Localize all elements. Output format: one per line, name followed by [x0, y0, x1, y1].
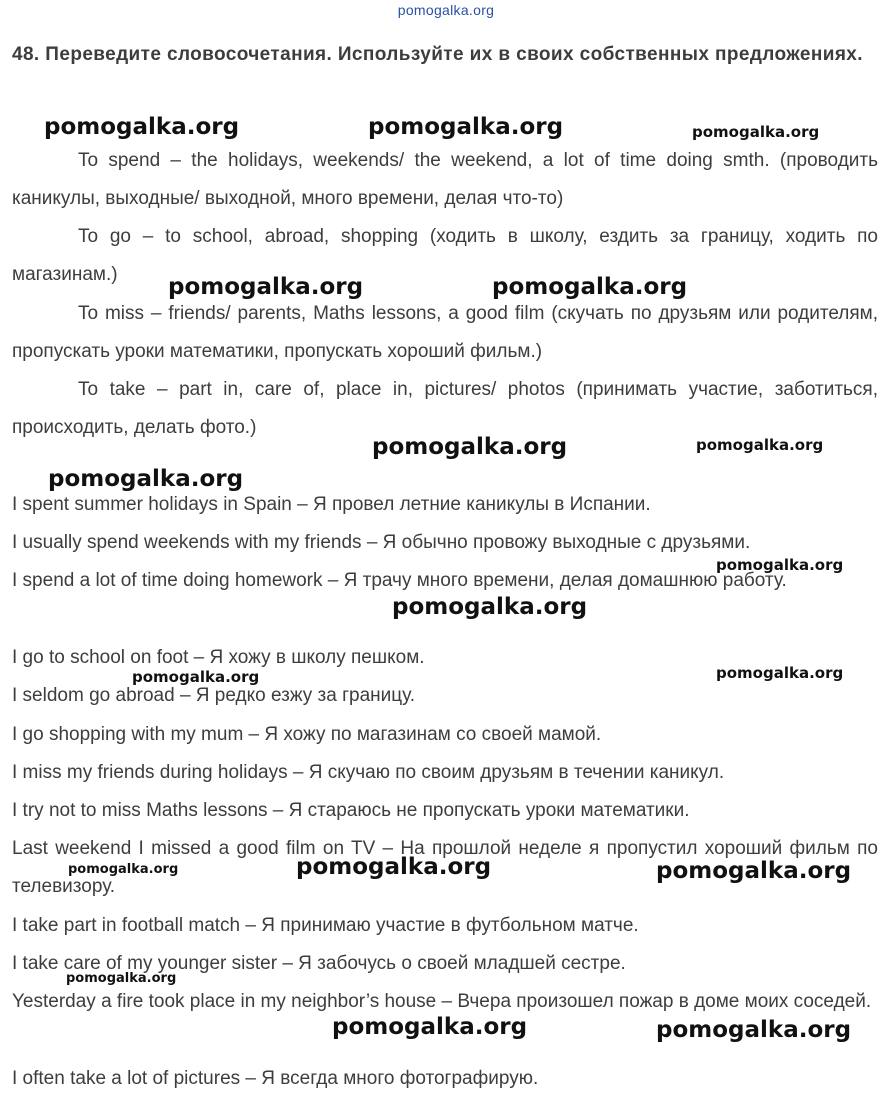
watermark: pomogalka.org [716, 556, 844, 574]
watermark: pomogalka.org [44, 114, 240, 140]
site-top-watermark: pomogalka.org [397, 2, 495, 18]
watermark: pomogalka.org [332, 1014, 528, 1040]
watermark: pomogalka.org [392, 594, 588, 620]
watermark: pomogalka.org [372, 434, 568, 460]
sentence-8: I try not to miss Maths lessons – Я стараюсь не пропускать уроки математики. [12, 800, 690, 821]
sentence-12: Yesterday a fire took place in my neighbor’s house – Вчера произошел пожар в доме моих соседей. [12, 991, 872, 1012]
watermark: pomogalka.org [368, 114, 564, 140]
watermark: pomogalka.org [168, 274, 364, 300]
watermark: pomogalka.org [656, 1017, 852, 1043]
sentence-11: I take care of my younger sister – Я забочусь о своей младшей сестре. [12, 953, 626, 974]
phrase-paragraph-spend: To spend – the holidays, weekends/ the weekend, a lot of time doing smth. (проводить каникулы, выходные/ выходной, много времени, делая что-то) [12, 150, 878, 210]
watermark: pomogalka.org [696, 436, 824, 454]
sentence-5: I seldom go abroad – Я редко езжу за границу. [12, 685, 416, 706]
watermark: pomogalka.org [296, 854, 492, 880]
phrase-paragraph-take: To take – part in, care of, place in, pictures/ photos (принимать участие, заботиться, происходить, делать фото.) [12, 379, 878, 439]
sentence-10: I take part in football match – Я принимаю участие в футбольном матче. [12, 915, 639, 936]
phrase-paragraph-go: To go – to school, abroad, shopping (ходить в школу, ездить за границу, ходить по магазинам.) [12, 226, 878, 286]
watermark: pomogalka.org [492, 274, 688, 300]
sentence-2: I usually spend weekends with my friends – Я обычно провожу выходные с друзьями. [12, 532, 751, 553]
sentence-13: I often take a lot of pictures – Я всегда много фотографирую. [12, 1068, 539, 1089]
watermark: pomogalka.org [692, 123, 820, 141]
sentence-3: I spend a lot of time doing homework – Я трачу много времени, делая домашнюю работу. [12, 570, 787, 591]
sentence-4: I go to school on foot – Я хожу в школу пешком. [12, 647, 425, 668]
sentence-1: I spent summer holidays in Spain – Я провел летние каникулы в Испании. [12, 494, 651, 515]
sentence-7: I miss my friends during holidays – Я скучаю по своим друзьям в течении каникул. [12, 762, 725, 783]
sentence-9: Last weekend I missed a good film on TV – На прошлой неделе я пропустил хороший фильм по телевизору. [12, 838, 878, 898]
watermark: pomogalka.org [68, 862, 179, 877]
watermark: pomogalka.org [656, 858, 852, 884]
watermark: pomogalka.org [48, 466, 244, 492]
watermark: pomogalka.org [716, 664, 844, 682]
sentence-6: I go shopping with my mum – Я хожу по магазинам со своей мамой. [12, 724, 602, 745]
watermark: pomogalka.org [66, 971, 177, 986]
watermark: pomogalka.org [132, 668, 260, 686]
exercise-heading: 48. Переведите словосочетания. Используйте их в своих собственных предложениях. [12, 44, 863, 65]
phrase-paragraph-miss: To miss – friends/ parents, Maths lessons, a good film (скучать по друзьям или родителям, пропускать уроки математики, пропускать хороший фильм.) [12, 303, 878, 363]
